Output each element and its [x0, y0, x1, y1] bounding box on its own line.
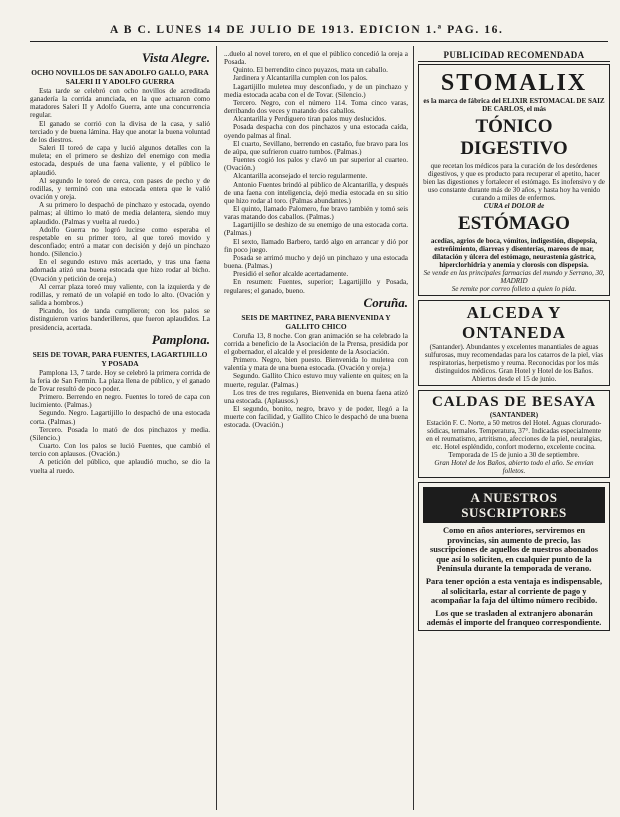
ad-lead: es la marca de fábrica del ELIXIR ESTOMACAL DE SAIZ DE CARLOS, el más: [423, 97, 605, 113]
paragraph: A su primero lo despachó de pinchazo y estocada, oyendo palmas; al último lo mató de media delantera, siendo muy aplaudido. (Palmas y vuelta al ruedo.): [30, 201, 210, 226]
paragraph: Primero. Berrendo en negro. Fuentes lo toreó de capa con lucimiento. (Palmas.): [30, 393, 210, 410]
ad-title: CALDAS DE BESAYA: [431, 394, 597, 410]
paragraph: El quinto, llamado Palomero, fue bravo también y tomó seis varas matando dos caballos. (Palmas.): [224, 204, 408, 222]
paragraph: Adolfo Guerra no logró lucirse como esperaba el respetable en su primer toro, al que toreó movido y desconfiado; entró a matar con decisión y dejó un pinchazo hondo. (Silencio.): [30, 225, 210, 259]
ad-body: Estación F. C. Norte, a 50 metros del Hotel. Aguas clorurado-sódicas, termales. Temperatura, 37°. Indicadas especialmente en el reumatismo, artritismo, afecciones de la piel, neuralgias, etc. Hotel espléndido, confort moderno, excelente cocina. Temporada de 15 de junio a 30 de septiembre.: [426, 419, 602, 459]
ad-brand: STOMALIX: [440, 70, 588, 96]
page-header: [0, 0, 620, 48]
section-heading: Vista Alegre.: [141, 50, 210, 65]
ad-headline: ESTÓMAGO: [458, 213, 570, 234]
paragraph: Cuarto. Con los palos se lució Fuentes, que cambió el tercio con aplausos. (Ovación.): [30, 442, 210, 459]
paragraph: ...duelo al novel torero, en el que el público concedió la oreja a Posada.: [224, 50, 408, 67]
notice-banner: A NUESTROS SUSCRIPTORES: [423, 487, 605, 523]
paragraph: Posada despacha con dos pinchazos y una estocada caída, oyendo palmas al final.: [224, 123, 408, 140]
paragraph: Los tres de tres regulares, Bienvenida en buena faena atizó una estocada. (Aplausos.): [224, 388, 408, 405]
ad-body: que recetan los médicos para la curación de los desórdenes digestivos, y que es producto para recuperar el apetito, hacer bien las digestiones y fortalecer el estómago. Es inofensivo y de uso constante durante más de 30 años, y hasta hoy ha venido curando a miles de enfermos.: [423, 162, 605, 202]
paragraph: Alcantarilla aconsejado el tercio regularmente.: [233, 172, 368, 181]
stomalix-ad: [418, 64, 610, 296]
column-rule: [216, 46, 217, 810]
paragraph: En el segundo estuvo más acertado, y tras una faena adornada atizó una buena estocada que hizo rodar al bicho. (Ovación y petición de oreja.): [30, 258, 210, 283]
section-heading: Coruña.: [363, 294, 408, 310]
article-subhead: SEIS DE MARTINEZ, PARA BIENVENIDA Y GALLITO CHICO: [241, 312, 391, 331]
ad-note: Gran Hotel de los Baños, abierto todo el año. Se envían folletos.: [434, 459, 594, 475]
paragraph: Coruña 13, 8 noche. Con gran animación se ha celebrado la corrida a beneficio de la Asociación de la Prensa, presidida por el gobernador, el alcalde y el presidente de la Asociación.: [224, 331, 408, 356]
article-body: [224, 332, 408, 430]
article-subhead: OCHO NOVILLOS DE SAN ADOLFO GALLO, PARA SALERI II Y ADOLFO GUERRA: [31, 68, 209, 86]
article-body: [224, 50, 408, 295]
paragraph: Segundo. Gallito Chico estuvo muy valiente en quites; en la muerte, regular. (Palmas.): [224, 372, 408, 389]
paragraph: Lagartijillo muletea muy desconfiado, y de un pinchazo y media estocada acaba con el de Tovar. (Silencio.): [224, 82, 408, 99]
ad-list: acedías, agrios de boca, vómitos, indigestión, dispepsia, estreñimiento, diarreas y disenterías, mareos de mar, dilatación y úlcera del estómago, neurastenia gástrica, hiperclorhidria y anemia y clorosis con dispepsia.: [430, 237, 598, 269]
paragraph: Primero. Negro, bien puesto. Bienvenida lo muletea con valentía y mata de una buena estocada. (Ovación y oreja.): [224, 356, 408, 373]
caldas-ad: [418, 390, 610, 478]
paragraph: Jardinera y Alcantarilla cumplen con los palos.: [233, 74, 368, 83]
paragraph: Presidió el señor alcalde acertadamente.: [233, 270, 349, 279]
paragraph: Posada se arrimó mucho y dejó un pinchazo y una estocada buena. (Palmas.): [224, 253, 408, 271]
paragraph: Antonio Fuentes brindó al público de Alcantarilla, y después de una faena con inteligencia, dejó media estocada en su sitio que hizo rodar al toro. (Palmas abundantes.): [224, 180, 408, 205]
paragraph: Lagartijillo se deshizo de su enemigo de una estocada corta. (Palmas.): [224, 221, 408, 238]
paragraph: Fuentes cogió los palos y clavó un par superior al cuarteo. (Ovación.): [224, 156, 408, 173]
ad-mail: Se remite por correo folleto a quien lo pida.: [451, 285, 577, 293]
paragraph: Pamplona 13, 7 tarde. Hoy se celebró la primera corrida de la feria de San Fermín. La plaza llena de público, y el ganado de Tovar resultó de poco poder.: [30, 368, 210, 393]
paragraph: En resumen: Fuentes, superior; Lagartijillo y Posada, regulares; el ganado, bueno.: [224, 278, 408, 295]
running-header: A B C. LUNES 14 DE JULIO DE 1913. EDICION 1.ª PAG. 16.: [110, 24, 504, 36]
paragraph: A petición del público, que aplaudió mucho, se dio la vuelta al ruedo.: [30, 458, 210, 475]
ad-body: (Santander). Abundantes y excelentes manantiales de aguas sulfurosas, muy recomendadas para los catarros de la piel, vías respiratorias, herpetismo y reuma. Reconocidas por los más distinguidos médicos. Gran Hotel y Hotel de los Baños. Abiertos desde el 15 de junio.: [424, 343, 604, 383]
paragraph: Picando, los de tanda cumplieron; con los palos se distinguieron varios banderilleros, que fueron aplaudidos. La presidencia, acertada.: [30, 307, 210, 332]
paragraph: El cuarto, Sevillano, berrendo en castaño, fue bravo para los de aúpa, que sufrieron cuatro tumbos. (Palmas.): [224, 139, 408, 156]
paragraph: Alcantarilla y Perdiguero tiran palos muy deslucidos.: [233, 115, 387, 124]
paragraph: Esta tarde se celebró con ocho novillos de acreditada ganadería la corrida anunciada, en la que actuaron como matadores Saleri II y Adolfo Guerra, ante una concurrencia regular.: [30, 87, 210, 120]
notice-body: Como en años anteriores, serviremos en provincias, sin aumento de precio, las suscripciones de aquellos de nuestros abonados que así lo soliciten, en cualquier punto de la Península durante la temporada de verano.: [429, 526, 599, 574]
article-body: [30, 369, 210, 475]
paragraph: Al cerrar plaza toreó muy valiente, con la izquierda y de rodillas, y remató de un volapié en todo lo alto. (Ovación y salida a hombros.): [30, 282, 210, 308]
publicity-heading: PUBLICIDAD RECOMENDADA: [418, 50, 610, 62]
paragraph: Tercero. Negro, con el número 114. Toma cinco varas, derribando dos veces y matando dos caballos.: [224, 98, 408, 116]
ad-cure-line: CURA el DOLOR de: [483, 202, 545, 210]
ad-title: ALCEDA Y ONTANEDA: [461, 303, 567, 342]
ad-headline: TÓNICO DIGESTIVO: [460, 116, 568, 159]
alceda-ad: [418, 300, 610, 386]
paragraph: Quinto. El berrendito cinco puyazos, mata un caballo.: [233, 66, 388, 75]
article-subhead: SEIS DE TOVAR, PARA FUENTES, LAGARTIJILLO Y POSADA: [32, 349, 208, 368]
paragraph: Al segundo le toreó de cerca, con pases de pecho y de rodillas, y terminó con una estocada entera que le valió ovación y oreja.: [30, 176, 210, 202]
paragraph: Tercero. Posada lo mató de dos pinchazos y media. (Silencio.): [30, 425, 210, 442]
paragraph: El segundo, bonito, negro, bravo y de poder, llegó a la muerte con facilidad, y Gallito Chico le despachó de una buena estocada. (Ovación.): [224, 405, 408, 430]
paragraph: Segundo. Negro. Lagartijillo lo despachó de una estocada corta. (Palmas.): [30, 409, 210, 426]
ad-where: Se vende en las principales farmacias del mundo y Serrano, 30, MADRID: [423, 269, 605, 285]
subscribers-notice: [418, 482, 610, 631]
notice-note: Los que se trasladen al extranjero abonarán además el importe del franqueo correspondiente.: [426, 608, 602, 628]
ad-subtitle: (SANTANDER): [489, 411, 539, 419]
header-rule: [30, 41, 608, 42]
article-body: [30, 87, 210, 332]
column-left: [30, 50, 210, 810]
notice-body: Para tener opción a esta ventaja es indispensable, al solicitarla, estar al corriente de pago y acompañar la faja del último número recibido.: [425, 576, 603, 606]
paragraph: El sexto, llamado Barbero, tardó algo en arrancar y dió por fin poco juego.: [224, 237, 408, 254]
column-ads: [418, 50, 610, 810]
column-middle: [224, 50, 408, 810]
paragraph: El ganado se corrió con la divisa de la casa, y salió terciado y de buena lámina. Hay que anotar la buena voluntad de los diestros.: [30, 119, 210, 144]
paragraph: Saleri II toreó de capa y lució algunos detalles con la muleta; en el primero se deshizo del enemigo con media estocada, después de una faena valiente, y el público le aplaudió.: [30, 144, 210, 177]
column-rule: [413, 46, 414, 810]
section-heading: Pamplona.: [151, 331, 210, 347]
